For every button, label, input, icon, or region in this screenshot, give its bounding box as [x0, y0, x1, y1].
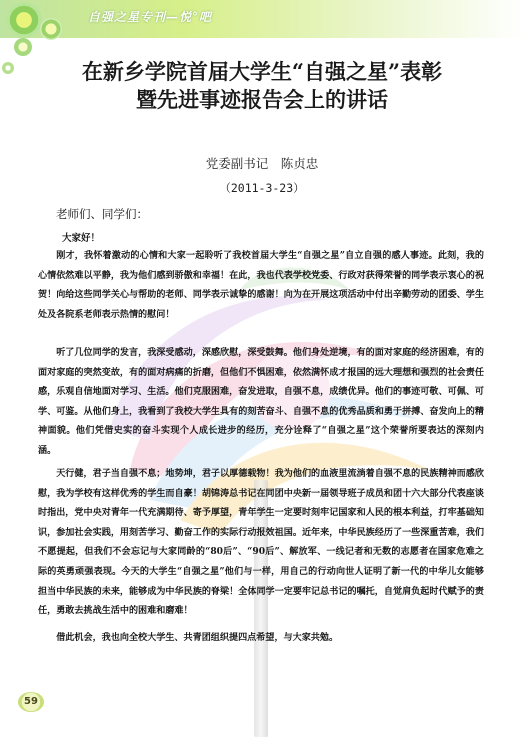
page-number: 59	[18, 692, 44, 712]
header-banner-text: 自强之星专刊—悦°吧	[88, 10, 213, 24]
paragraph: 刚才，我怀着激动的心情和大家一起聆听了我校首届大学生“自强之星”自立自强的感人事迹。此刻，我的心情依然难以平静，我为他们感到骄傲和幸福！在此，我也代表学校党委、行政对获得荣誉的同学表示衷心的祝贺！向给这些同学关心与帮助的老师、同学表示诚挚的感谢！向为在开展这项活动中付出辛勤劳动的团委、学生处及各院系老师表示热情的慰问！	[38, 250, 484, 320]
speech-date: （2011-3-23）	[219, 181, 305, 195]
flower-decoration-icon	[40, 18, 62, 40]
author-byline: 党委副书记 陈贞忠	[205, 156, 319, 171]
article-title	[20, 58, 504, 114]
paragraph: 听了几位同学的发言，我深受感动，深感欣慰，深受鼓舞。他们身处逆境，有的面对家庭的经济困难，有的面对家庭的突然变故，有的面对病痛的折磨，但他们不惧困难，依然满怀成才报国的远大理想和强烈的社会责任感，乐观自信地面对学习、生活。他们克服困难，奋发进取，自强不息，成绩优异。他们的事迹可敬、可佩、可学、可鉴。从他们身上，我看到了我校大学生具有的刻苦奋斗、自强不息的优秀品质和勇于拼搏、奋发向上的精神面貌。他们凭借史实的奋斗实现个人成长进步的经历，充分诠释了“自强之星”这个荣誉所要表达的深刻内涵。	[38, 347, 484, 456]
paragraph: 借此机会，我也向全校大学生、共青团组织提四点希望，与大家共勉。	[56, 632, 339, 643]
header-band	[0, 0, 524, 38]
paragraph: 天行健，君子当自强不息；地势坤，君子以厚德载物！我为他们的血液里流淌着自强不息的民族精神而感欣慰，我为学校有这样优秀的学生而自豪！胡锦涛总书记在同团中央新一届领导班子成员和团十六大部分代表座谈时指出，党中央对青年一代充满期待、寄予厚望，青年学生一定要时刻牢记国家和人民的根本利益，打牢基础知识，参加社会实践，用刻苦学习、勤奋工作的实际行动报效祖国。近年来，中华民族经历了一些深重苦难，我们不愿提起，但我们不会忘记与大家同龄的“80后”、“90后”、解放军、一线记者和无数的志愿者在国家危难之际的英勇顽强表现。今天的大学生“自强之星”他们与一样，用自己的行动向世人证明了新一代的中华儿女能够担当中华民族的未来，能够成为中华民族的脊梁！全体同学一定要牢记总书记的嘱托，自觉肩负起时代赋予的责任，勇敢去挑战生活中的困难和磨难！	[38, 468, 484, 617]
flower-decoration-icon	[2, 62, 14, 74]
flower-decoration-icon	[6, 2, 42, 38]
salutation: 老师们、同学们：	[56, 207, 148, 221]
title-line-2: 暨先进事迹报告会上的讲话	[136, 87, 388, 112]
flower-decoration-icon	[14, 38, 32, 56]
title-line-1: 在新乡学院首届大学生“自强之星”表彰	[81, 59, 443, 84]
greeting: 大家好！	[62, 233, 101, 244]
